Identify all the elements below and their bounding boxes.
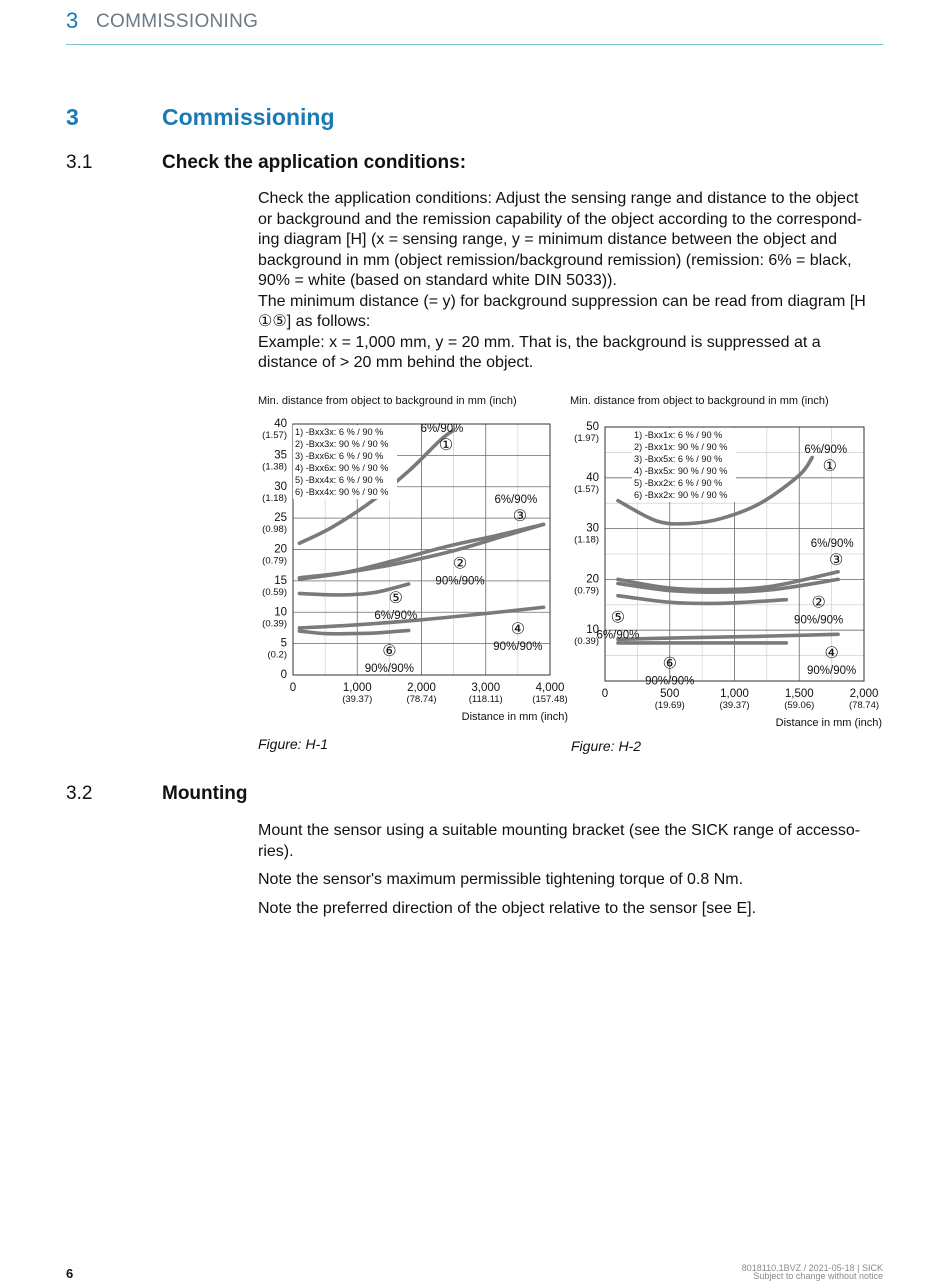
footer-notice: Subject to change without notice — [753, 1271, 883, 1281]
legend-entry: 2) -Bxx3x: 90 % / 90 % — [295, 439, 389, 449]
annotation-marker: ⑥ — [382, 643, 397, 661]
header-rule — [66, 44, 883, 45]
annotation-marker: ⑤ — [610, 609, 626, 627]
y-tick-sublabel: (0.39) — [262, 618, 287, 630]
section-number: 3.2 — [66, 783, 93, 804]
annotation-label: 90%/90% — [493, 641, 543, 654]
legend-entry: 3) -Bxx5x: 6 % / 90 % — [634, 454, 723, 464]
x-tick-label: 0 — [601, 688, 609, 700]
y-tick-sublabel: (1.18) — [574, 534, 599, 546]
y-tick-sublabel: (1.18) — [262, 492, 287, 504]
annotation-label: 90%/90% — [645, 675, 695, 688]
x-axis-label: Distance in mm (inch) — [775, 717, 882, 729]
legend-entry: 3) -Bxx6x: 6 % / 90 % — [295, 451, 384, 461]
x-tick-sublabel: (19.69) — [654, 700, 685, 711]
y-tick-label: 30 — [274, 480, 287, 493]
page-number: 6 — [66, 1266, 74, 1281]
annotation-label: 90%/90% — [435, 575, 485, 588]
y-tick-sublabel: (0.98) — [262, 524, 287, 536]
section-title: Check the application conditions: — [162, 152, 467, 173]
y-tick-sublabel: (1.57) — [574, 483, 599, 495]
y-tick-label: 10 — [586, 624, 599, 637]
y-tick-sublabel: (0.59) — [262, 586, 287, 598]
annotation-label: 6%/90% — [374, 609, 418, 622]
text-line: distance of > 20 mm behind the object. — [258, 354, 534, 371]
chart-h1 — [250, 388, 580, 730]
legend-entry: 5) -Bxx4x: 6 % / 90 % — [295, 475, 384, 485]
section-number: 3.1 — [66, 152, 93, 173]
chapter-title: Commissioning — [162, 104, 335, 130]
section-32-paragraph — [258, 870, 884, 891]
text-line: The minimum distance (= y) for background suppression can be read from diagram [H — [258, 292, 866, 310]
annotation-label: 6%/90% — [420, 423, 464, 436]
legend-entry: 4) -Bxx6x: 90 % / 90 % — [295, 463, 389, 473]
x-tick-sublabel: (78.74) — [406, 694, 437, 705]
running-header-title: COMMISSIONING — [96, 11, 259, 32]
y-tick-sublabel: (0.79) — [262, 555, 287, 567]
x-tick-label: 1,500 — [784, 688, 814, 700]
series-line-4 — [618, 634, 838, 639]
annotation-marker: ② — [811, 594, 826, 612]
y-tick-label: 25 — [274, 512, 287, 525]
y-tick-sublabel: (0.39) — [574, 636, 599, 648]
legend-entry: 1) -Bxx3x: 6 % / 90 % — [295, 427, 384, 437]
y-tick-label: 35 — [274, 449, 287, 462]
y-tick-label: 40 — [586, 471, 599, 484]
x-tick-sublabel: (39.37) — [719, 700, 750, 711]
text-line: ing diagram [H] (x = sensing range, y = minimum distance between the object and — [258, 231, 837, 248]
y-tick-label: 30 — [586, 522, 599, 535]
text-line: Example: x = 1,000 mm, y = 20 mm. That is, the background is suppressed at a — [258, 333, 821, 351]
series-line-6 — [299, 630, 408, 633]
section-31-paragraph — [258, 189, 884, 374]
chart-title: Min. distance from object to background in mm (inch) — [258, 395, 517, 407]
annotation-label: 6%/90% — [804, 444, 848, 457]
section-32-paragraph — [258, 821, 884, 862]
y-tick-label: 0 — [280, 669, 287, 681]
running-header-number: 3 — [66, 8, 79, 33]
x-tick-label: 0 — [289, 682, 297, 694]
annotation-marker: ② — [452, 555, 468, 573]
figure-caption-h1: Figure: H-1 — [258, 736, 329, 752]
series-line-3 — [618, 572, 838, 590]
figure-caption-h2: Figure: H-2 — [571, 738, 642, 754]
y-tick-label: 20 — [586, 573, 599, 586]
y-tick-label: 40 — [274, 418, 287, 430]
annotation-marker: ③ — [512, 507, 528, 525]
text-line: Note the preferred direction of the object relative to the sensor [see E]. — [258, 900, 757, 917]
chart-title: Min. distance from object to background in mm (inch) — [570, 395, 829, 407]
annotation-marker: ⑥ — [662, 655, 677, 673]
chapter-number: 3 — [66, 104, 79, 130]
annotation-label: 90%/90% — [807, 665, 857, 678]
y-tick-sublabel: (1.38) — [262, 461, 287, 473]
legend-entry: 5) -Bxx2x: 6 % / 90 % — [634, 478, 723, 488]
annotation-marker: ⑤ — [388, 589, 403, 607]
text-line: 90% = white (based on standard white DIN 5033)). — [258, 272, 617, 289]
x-tick-sublabel: (78.74) — [848, 700, 880, 711]
annotation-label: 6%/90% — [810, 538, 854, 551]
x-axis-label: Distance in mm (inch) — [461, 711, 568, 723]
y-tick-sublabel: (1.97) — [574, 433, 599, 444]
x-tick-sublabel: (59.06) — [784, 700, 815, 711]
x-tick-sublabel: (157.48) — [532, 694, 568, 705]
text-line: ries). — [258, 842, 294, 860]
legend-entry: 4) -Bxx5x: 90 % / 90 % — [634, 466, 728, 476]
annotation-marker: ③ — [829, 552, 844, 570]
y-tick-label: 5 — [280, 637, 287, 650]
text-line: Check the application conditions: Adjust the sensing range and distance to the object — [258, 190, 859, 207]
legend-entry: 6) -Bxx2x: 90 % / 90 % — [634, 490, 728, 500]
y-tick-label: 20 — [274, 543, 287, 556]
text-line: background in mm (object remission/background remission) (remission: 6% = black, — [258, 251, 852, 269]
x-tick-label: 1,000 — [720, 688, 749, 700]
annotation-marker: ④ — [510, 621, 526, 639]
section-32-paragraph — [258, 899, 884, 920]
annotation-marker: ④ — [824, 645, 839, 663]
annotation-marker: ① — [438, 437, 454, 455]
x-tick-label: 4,000 — [535, 682, 565, 694]
y-tick-sublabel: (1.57) — [262, 430, 287, 441]
section-title: Mounting — [162, 783, 248, 804]
x-tick-label: 3,000 — [471, 682, 501, 694]
y-tick-label: 10 — [274, 606, 287, 619]
x-tick-sublabel: (39.37) — [342, 694, 373, 705]
x-tick-sublabel: (118.11) — [468, 694, 503, 705]
annotation-marker: ① — [822, 458, 837, 476]
legend-entry: 6) -Bxx4x: 90 % / 90 % — [295, 487, 389, 497]
x-tick-label: 2,000 — [407, 682, 436, 694]
y-tick-sublabel: (0.79) — [574, 585, 599, 597]
footer-document-id: 8018110.1BVZ / 2021-05-18 | SICK — [741, 1263, 883, 1273]
text-line: Mount the sensor using a suitable mounting bracket (see the SICK range of accesso- — [258, 822, 861, 839]
annotation-label: 90%/90% — [794, 614, 844, 627]
text-line: ①⑤] as follows: — [258, 313, 371, 330]
annotation-label: 6%/90% — [596, 629, 640, 642]
x-tick-label: 2,000 — [849, 688, 879, 700]
y-tick-label: 15 — [274, 574, 287, 587]
legend-entry: 2) -Bxx1x: 90 % / 90 % — [634, 442, 728, 452]
x-tick-label: 1,000 — [342, 682, 372, 694]
legend-entry: 1) -Bxx1x: 6 % / 90 % — [634, 430, 723, 440]
text-line: or background and the remission capability of the object according to the correspond- — [258, 210, 862, 228]
annotation-label: 90%/90% — [364, 663, 414, 676]
text-line: Note the sensor's maximum permissible tightening torque of 0.8 Nm. — [258, 871, 744, 888]
x-tick-label: 500 — [660, 688, 680, 700]
y-tick-label: 50 — [586, 421, 599, 433]
annotation-label: 6%/90% — [494, 493, 538, 506]
chart-h2 — [562, 388, 892, 730]
y-tick-sublabel: (0.2) — [267, 649, 287, 661]
